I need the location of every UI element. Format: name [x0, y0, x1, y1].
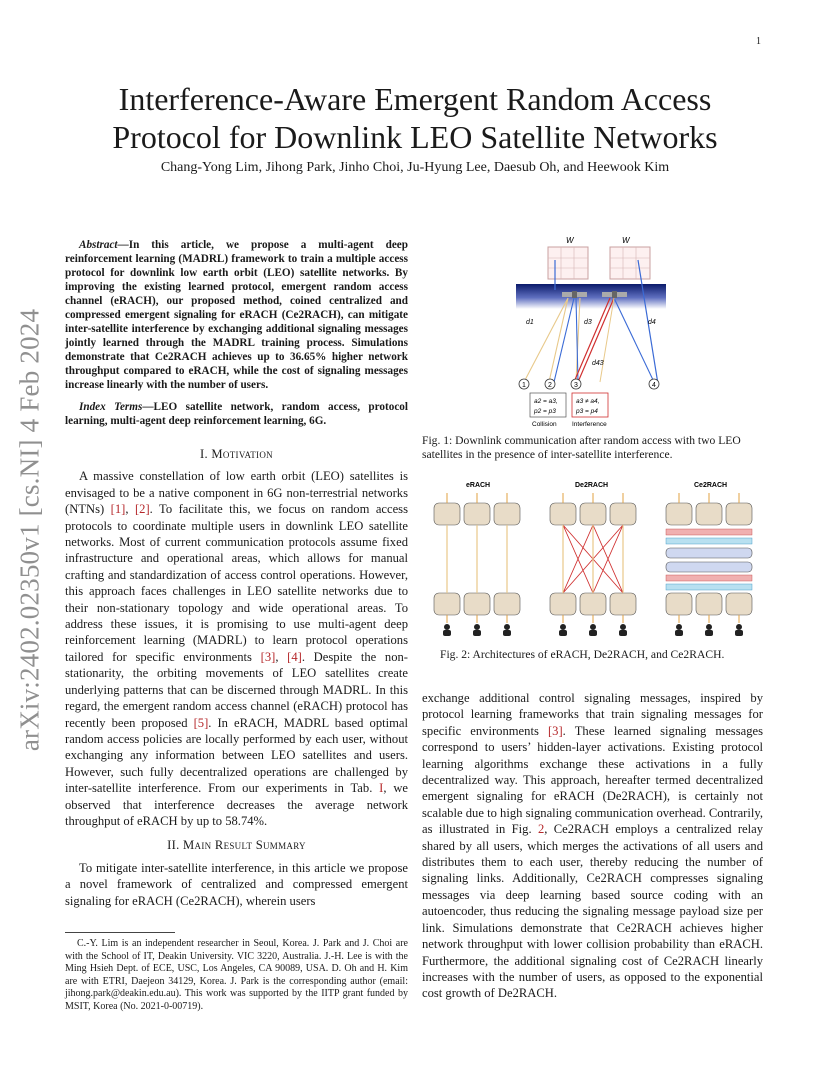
right-column-paragraph: exchange additional control signaling messages, inspired by protocol learning frameworks that train signaling messages for specific environments [3]. These learned signaling messages correspond to users’ hidden-layer activations. Existing protocol learning algorithms exchange these activations in a fully decentralized way. This approach, hereafter termed decentralized emergent signaling for eRACH (De2RACH), is certainly not scalable due to high signaling communication overhead. Contrarily, as illustrated in Fig. 2, Ce2RACH employs a centralized relay shared by all users, which merges the activations of all users and distributes them to each user, thereby reducing the number of signaling links. Additionally, Ce2RACH compresses signaling messages via deep learning based source coding with an autoencoder, thus reducing the signaling message payload size per link. Simulations demonstrate that Ce2RACH achieves higher network throughput with lower collision probability than eRACH. Furthermore, the additional signaling cost of Ce2RACH linearly increases with the number of users, as opposed to the exponential cost growth of De2RACH. [422, 691, 763, 1001]
paper-title [60, 80, 770, 156]
citation-link[interactable]: [1] [110, 502, 126, 517]
figure-reference-link[interactable]: 2 [537, 822, 545, 837]
index-terms [65, 400, 408, 428]
panel-title-ce2rach: Ce2RACH [694, 482, 728, 489]
section-heading-summary: II. Main Result Summary [167, 838, 306, 853]
panel-title-de2rach: De2RACH [575, 482, 609, 489]
abstract [65, 238, 408, 392]
index-terms-label: Index Terms [79, 401, 143, 413]
svg-text:3: 3 [574, 382, 578, 389]
ce2rach-panel [666, 493, 752, 623]
satellite-icon [562, 291, 587, 298]
user-node-2 [545, 379, 555, 389]
left-column [65, 238, 408, 909]
abstract-label: Abstract [79, 239, 118, 251]
user-icon [589, 624, 597, 636]
user-icon [443, 624, 451, 636]
svg-text:p2 = p3: p2 = p3 [534, 408, 556, 415]
svg-text:1: 1 [522, 382, 526, 389]
right-column [422, 690, 763, 1002]
abstract-text: —In this article, we propose a multi-agent deep reinforcement learning (MADRL) framework to train a multiple access protocol for downlink low earth orbit (LEO) satellite networks. By improving the existing learned protocol, emergent random access channel (eRACH), our proposed method, coined centralized and compressed emergent signaling for eRACH (Ce2RACH), can mitigate inter-satellite interference by exchanging additional signaling messages jointly learned through the MADRL training process. Simulations demonstrate that Ce2RACH achieves up to 36.65% higher network throughput compared to eRACH, while the cost of signaling messages increase linearly with the number of users. [65, 239, 408, 391]
figure-1-caption: Fig. 1: Downlink communication after random access with two LEO satellites in the presence of inter-satellite interference. [422, 434, 741, 462]
summary-paragraph: To mitigate inter-satellite interference, in this article we propose a novel framework of centralized and compressed emergent signaling for eRACH (Ce2RACH), wherein users [65, 860, 408, 908]
table-reference-link[interactable]: I [379, 781, 384, 796]
erach-panel [434, 493, 520, 623]
weight-grid-1 [548, 247, 588, 279]
user-icon [735, 624, 743, 636]
de2rach-panel [550, 493, 636, 623]
user-node-4 [649, 379, 659, 389]
citation-link[interactable]: [3] [260, 649, 276, 664]
figure-2-diagram [428, 478, 763, 638]
svg-text:4: 4 [652, 382, 656, 389]
user-icon [473, 624, 481, 636]
author-list: Chang-Yong Lim, Jihong Park, Jinho Choi, Ju-Hyung Lee, Daesub Oh, and Heewook Kim [160, 160, 670, 175]
figure-1-diagram [508, 232, 673, 430]
panel-title-erach: eRACH [466, 482, 491, 489]
title-line-1: Interference-Aware Emergent Random Access [118, 81, 712, 117]
distance-label-d43: d43 [592, 360, 604, 367]
user-icon [619, 624, 627, 636]
svg-text:2: 2 [548, 382, 552, 389]
user-node-3 [571, 379, 581, 389]
section-heading-motivation: I. Motivation [200, 447, 273, 461]
index-terms-text: —LEO satellite network, random access, protocol learning, multi-agent deep reinforcement learning, 6G. [65, 401, 408, 427]
interference-label: Interference [572, 421, 607, 428]
footnote: C.-Y. Lim is an independent researcher in Seoul, Korea. J. Park and J. Choi are with the School of IT, Deakin University. VIC 3220, Australia. J.-H. Lee is with the Ming Hsieh Dept. of ECE, USC, Los Angeles, CA 90089, USA. D. Oh and H. Kim are with ETRI, Daejeon 34129, Korea. J. Park is the corresponding author (email: jihong.park@deakin.edu.au). This work was supported by the IITP grant funded by MSIT, Korea (No. 2021-0-00719). [65, 938, 408, 1012]
footnote-rule [65, 932, 175, 933]
user-node-1 [519, 379, 529, 389]
distance-label-d4: d4 [648, 319, 656, 326]
figure-2-caption: Fig. 2: Architectures of eRACH, De2RACH, and Ce2RACH. [440, 648, 725, 661]
citation-link[interactable]: [5] [193, 715, 209, 730]
page-number: 1 [756, 36, 761, 47]
figure-1 [508, 232, 673, 430]
collision-label: Collision [532, 421, 557, 428]
title-line-2: Protocol for Downlink LEO Satellite Networks [112, 119, 718, 155]
citation-link[interactable]: [4] [287, 649, 302, 664]
citation-link[interactable]: [3] [547, 723, 563, 738]
user-icon [705, 624, 713, 636]
user-icon [503, 624, 511, 636]
user-icon [675, 624, 683, 636]
figure-2 [428, 478, 763, 638]
weight-grid-2 [610, 247, 650, 279]
svg-text:a2 = a3,: a2 = a3, [534, 398, 558, 405]
svg-text:a3 ≠ a4,: a3 ≠ a4, [576, 398, 600, 405]
user-icon [559, 624, 567, 636]
satellite-icon [602, 291, 627, 298]
citation-link[interactable]: [2] [134, 502, 150, 517]
w-label-2: W [622, 236, 630, 245]
arxiv-stamp: arXiv:2402.02350v1 [cs.NI] 4 Feb 2024 [14, 308, 45, 752]
distance-label-d3: d3 [584, 319, 592, 326]
w-label-1: W [566, 236, 574, 245]
motivation-paragraph: A massive constellation of low earth orbit (LEO) satellites is envisaged to be a native component in 6G non-terrestrial networks (NTNs) [1], [2]. To facilitate this, we focus on random access protocols to coordinate multiple users in downlink LEO satellite networks. Most of current communication protocols assume fixed infrastructure and operational areas, which allows for manual crafting and standardization of access control operations. However, this approach faces challenges in LEO satellite networks due to their non-stationary topology and wide operational areas. To address these issues, it is promising to use multi-agent deep reinforcement learning (MADRL) to learn protocol operations tailored for specific environments [3], [4]. Despite the non-stationarity, the orbiting movements of LEO satellites create underlying patterns that can be discerned through MADRL. In this regard, the emergent random access channel (eRACH) protocol has recently been proposed [5]. In eRACH, MADRL based optimal random access policies are locally performed by each user, without exchanging any information between LEO satellites and users. However, such fully decentralized operations are challenged by inter-satellite interference. From our experiments in Tab. I, we observed that interference decreases the average network throughput of eRACH by up to 58.74%. [65, 469, 409, 828]
svg-text:p3 = p4: p3 = p4 [576, 408, 598, 415]
distance-label-d1: d1 [526, 319, 534, 326]
